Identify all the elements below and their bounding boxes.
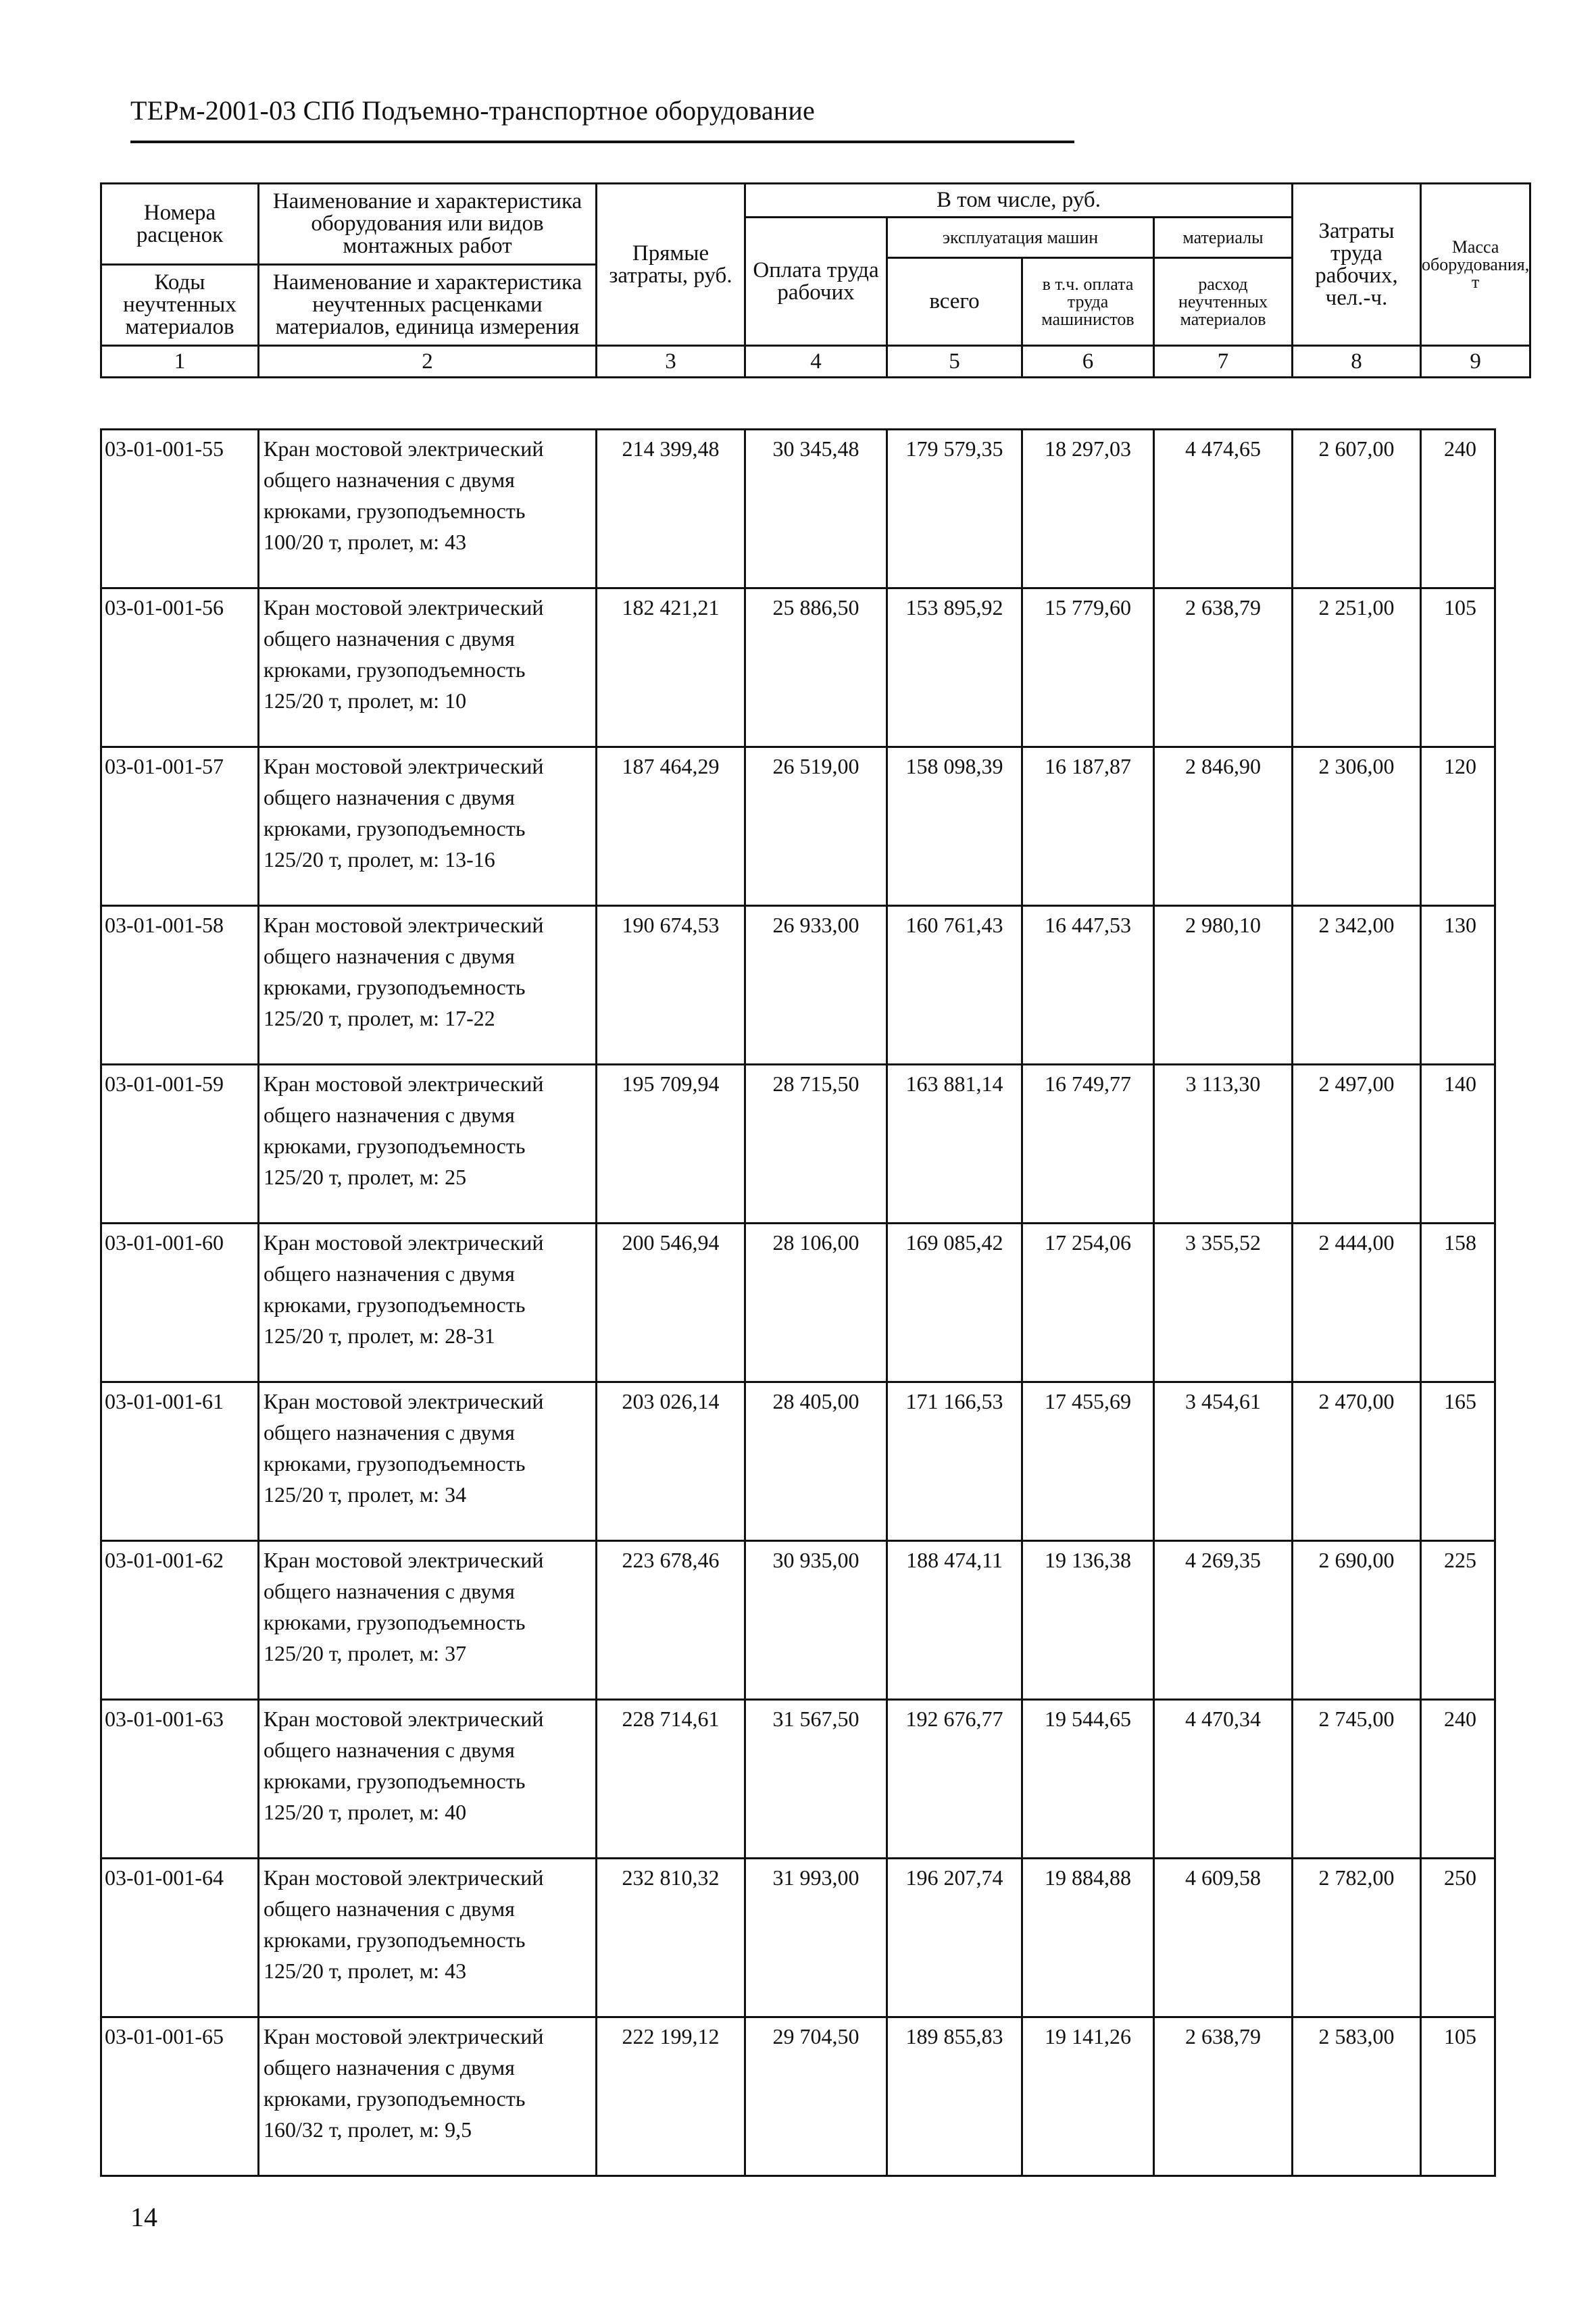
operators-pay: 19 884,88 [1022, 1859, 1154, 2017]
labor-pay: 28 405,00 [745, 1382, 887, 1541]
operators-pay: 16 447,53 [1022, 906, 1154, 1065]
description-line: крюками, грузоподъемность [264, 816, 526, 840]
description-line: крюками, грузоподъемность [264, 2086, 526, 2111]
column-number: 1 [101, 346, 259, 378]
header-labor-pay: Оплата труда рабочих [745, 218, 887, 346]
rate-code: 03-01-001-62 [101, 1541, 259, 1700]
description-line: Кран мостовой электрический [264, 1230, 544, 1255]
description-line: крюками, грузоподъемность [264, 975, 526, 999]
table-row [101, 1541, 1495, 1700]
work-description [259, 430, 597, 588]
column-number: 6 [1022, 346, 1154, 378]
machines-total: 171 166,53 [887, 1382, 1022, 1541]
materials-cost: 2 638,79 [1154, 588, 1293, 747]
table-row [101, 1859, 1495, 2017]
labor-hours: 2 497,00 [1293, 1065, 1421, 1224]
description-line: 125/20 т, пролет, м: 13-16 [264, 847, 495, 872]
description-line: крюками, грузоподъемность [264, 1292, 526, 1317]
machines-total: 189 855,83 [887, 2017, 1022, 2176]
operators-pay: 16 187,87 [1022, 747, 1154, 906]
labor-pay: 26 933,00 [745, 906, 887, 1065]
description-line: общего назначения с двумя [264, 1896, 515, 1921]
rate-code: 03-01-001-63 [101, 1700, 259, 1859]
machines-total: 179 579,35 [887, 430, 1022, 588]
table-row [101, 1065, 1495, 1224]
operators-pay: 17 455,69 [1022, 1382, 1154, 1541]
rate-code: 03-01-001-58 [101, 906, 259, 1065]
running-head: ТЕРм-2001-03 СПб Подъемно-транспортное оборудование [130, 95, 815, 126]
operators-pay: 19 544,65 [1022, 1700, 1154, 1859]
materials-cost: 4 474,65 [1154, 430, 1293, 588]
column-number: 5 [887, 346, 1022, 378]
description-line: общего назначения с двумя [264, 1738, 515, 1762]
table-row [101, 2017, 1495, 2176]
header-equipment-mass: Масса оборудования, т [1421, 184, 1530, 346]
direct-costs: 203 026,14 [597, 1382, 745, 1541]
direct-costs: 190 674,53 [597, 906, 745, 1065]
machines-total: 188 474,11 [887, 1541, 1022, 1700]
description-line: крюками, грузоподъемность [264, 1769, 526, 1793]
description-line: 160/32 т, пролет, м: 9,5 [264, 2117, 472, 2142]
description-line: 125/20 т, пролет, м: 25 [264, 1165, 467, 1189]
rate-code: 03-01-001-65 [101, 2017, 259, 2176]
work-description [259, 1541, 597, 1700]
description-line: общего назначения с двумя [264, 785, 515, 809]
rates-table [100, 428, 1496, 2177]
description-line: общего назначения с двумя [264, 1579, 515, 1603]
description-line: 125/20 т, пролет, м: 28-31 [264, 1324, 495, 1348]
direct-costs: 232 810,32 [597, 1859, 745, 2017]
labor-hours: 2 782,00 [1293, 1859, 1421, 2017]
direct-costs: 214 399,48 [597, 430, 745, 588]
description-line: крюками, грузоподъемность [264, 499, 526, 523]
description-line: Кран мостовой электрический [264, 1548, 544, 1572]
description-line: крюками, грузоподъемность [264, 657, 526, 682]
description-line: Кран мостовой электрический [264, 1072, 544, 1096]
rate-code: 03-01-001-57 [101, 747, 259, 906]
description-line: Кран мостовой электрический [264, 2024, 544, 2048]
header-rule [130, 141, 1074, 143]
direct-costs: 195 709,94 [597, 1065, 745, 1224]
header-labor-hours: Затраты труда рабочих, чел.-ч. [1293, 184, 1421, 346]
labor-pay: 29 704,50 [745, 2017, 887, 2176]
description-line: крюками, грузоподъемность [264, 1451, 526, 1476]
description-line: 125/20 т, пролет, м: 17-22 [264, 1006, 495, 1030]
materials-cost: 3 113,30 [1154, 1065, 1293, 1224]
materials-cost: 2 846,90 [1154, 747, 1293, 906]
table-row [101, 906, 1495, 1065]
operators-pay: 19 141,26 [1022, 2017, 1154, 2176]
labor-pay: 26 519,00 [745, 747, 887, 906]
labor-pay: 30 345,48 [745, 430, 887, 588]
description-line: Кран мостовой электрический [264, 1707, 544, 1731]
operators-pay: 17 254,06 [1022, 1224, 1154, 1382]
header-materials: материалы [1154, 218, 1293, 258]
description-line: общего назначения с двумя [264, 1420, 515, 1444]
labor-hours: 2 444,00 [1293, 1224, 1421, 1382]
description-line: общего назначения с двумя [264, 468, 515, 492]
table-row [101, 588, 1495, 747]
work-description [259, 1700, 597, 1859]
table-header [100, 182, 1531, 378]
machines-total: 196 207,74 [887, 1859, 1022, 2017]
column-number: 8 [1293, 346, 1421, 378]
equipment-mass: 240 [1421, 1700, 1495, 1859]
labor-hours: 2 583,00 [1293, 2017, 1421, 2176]
labor-hours: 2 251,00 [1293, 588, 1421, 747]
equipment-mass: 130 [1421, 906, 1495, 1065]
description-line: 100/20 т, пролет, м: 43 [264, 530, 467, 554]
machines-total: 192 676,77 [887, 1700, 1022, 1859]
work-description [259, 1382, 597, 1541]
column-number: 9 [1421, 346, 1530, 378]
description-line: крюками, грузоподъемность [264, 1610, 526, 1634]
direct-costs: 200 546,94 [597, 1224, 745, 1382]
direct-costs: 228 714,61 [597, 1700, 745, 1859]
column-number: 4 [745, 346, 887, 378]
description-line: общего назначения с двумя [264, 626, 515, 651]
table-row [101, 747, 1495, 906]
table-row [101, 430, 1495, 588]
labor-pay: 31 993,00 [745, 1859, 887, 2017]
machines-total: 169 085,42 [887, 1224, 1022, 1382]
equipment-mass: 140 [1421, 1065, 1495, 1224]
machines-total: 158 098,39 [887, 747, 1022, 906]
materials-cost: 4 269,35 [1154, 1541, 1293, 1700]
header-material-codes: Коды неучтенных материалов [101, 265, 259, 346]
description-line: общего назначения с двумя [264, 944, 515, 968]
materials-cost: 3 355,52 [1154, 1224, 1293, 1382]
rate-code: 03-01-001-56 [101, 588, 259, 747]
work-description [259, 906, 597, 1065]
header-material-name: Наименование и характеристика неучтенных расценками материалов, единица измерения [259, 265, 597, 346]
description-line: общего назначения с двумя [264, 1261, 515, 1286]
description-line: 125/20 т, пролет, м: 40 [264, 1800, 467, 1824]
machines-total: 160 761,43 [887, 906, 1022, 1065]
operators-pay: 16 749,77 [1022, 1065, 1154, 1224]
labor-pay: 28 715,50 [745, 1065, 887, 1224]
description-line: Кран мостовой электрический [264, 436, 544, 461]
description-line: Кран мостовой электрический [264, 913, 544, 937]
work-description [259, 1859, 597, 2017]
description-line: общего назначения с двумя [264, 1103, 515, 1127]
description-line: 125/20 т, пролет, м: 43 [264, 1959, 467, 1983]
direct-costs: 187 464,29 [597, 747, 745, 906]
header-work-name: Наименование и характеристика оборудования или видов монтажных работ [259, 184, 597, 265]
description-line: 125/20 т, пролет, м: 37 [264, 1641, 467, 1665]
header-unaccounted-materials: расход неучтенных материалов [1154, 258, 1293, 346]
description-line: крюками, грузоподъемность [264, 1928, 526, 1952]
column-number: 2 [259, 346, 597, 378]
equipment-mass: 225 [1421, 1541, 1495, 1700]
work-description [259, 588, 597, 747]
header-machines-total: всего [887, 258, 1022, 346]
description-line: Кран мостовой электрический [264, 1865, 544, 1890]
description-line: Кран мостовой электрический [264, 595, 544, 620]
direct-costs: 182 421,21 [597, 588, 745, 747]
materials-cost: 2 638,79 [1154, 2017, 1293, 2176]
equipment-mass: 250 [1421, 1859, 1495, 2017]
work-description [259, 747, 597, 906]
work-description [259, 1065, 597, 1224]
equipment-mass: 165 [1421, 1382, 1495, 1541]
machines-total: 153 895,92 [887, 588, 1022, 747]
page-number: 14 [130, 2202, 157, 2232]
equipment-mass: 105 [1421, 2017, 1495, 2176]
operators-pay: 19 136,38 [1022, 1541, 1154, 1700]
description-line: 125/20 т, пролет, м: 10 [264, 688, 467, 713]
rate-code: 03-01-001-60 [101, 1224, 259, 1382]
rate-code: 03-01-001-59 [101, 1065, 259, 1224]
header-operators-pay: в т.ч. оплата труда машинистов [1022, 258, 1154, 346]
labor-pay: 30 935,00 [745, 1541, 887, 1700]
column-number: 7 [1154, 346, 1293, 378]
labor-hours: 2 470,00 [1293, 1382, 1421, 1541]
description-line: Кран мостовой электрический [264, 754, 544, 778]
materials-cost: 4 470,34 [1154, 1700, 1293, 1859]
description-line: крюками, грузоподъемность [264, 1134, 526, 1158]
table-row [101, 1224, 1495, 1382]
direct-costs: 223 678,46 [597, 1541, 745, 1700]
work-description [259, 2017, 597, 2176]
header-machine-operation: эксплуатация машин [887, 218, 1154, 258]
header-direct-costs: Прямые затраты, руб. [597, 184, 745, 346]
equipment-mass: 120 [1421, 747, 1495, 906]
labor-hours: 2 306,00 [1293, 747, 1421, 906]
header-including-group: В том числе, руб. [745, 184, 1293, 218]
labor-pay: 25 886,50 [745, 588, 887, 747]
operators-pay: 15 779,60 [1022, 588, 1154, 747]
labor-hours: 2 690,00 [1293, 1541, 1421, 1700]
work-description [259, 1224, 597, 1382]
header-rate-number: Номера расценок [101, 184, 259, 265]
operators-pay: 18 297,03 [1022, 430, 1154, 588]
equipment-mass: 158 [1421, 1224, 1495, 1382]
labor-hours: 2 607,00 [1293, 430, 1421, 588]
direct-costs: 222 199,12 [597, 2017, 745, 2176]
column-number: 3 [597, 346, 745, 378]
equipment-mass: 105 [1421, 588, 1495, 747]
labor-hours: 2 342,00 [1293, 906, 1421, 1065]
rate-code: 03-01-001-55 [101, 430, 259, 588]
table-row [101, 1382, 1495, 1541]
machines-total: 163 881,14 [887, 1065, 1022, 1224]
materials-cost: 4 609,58 [1154, 1859, 1293, 2017]
labor-pay: 31 567,50 [745, 1700, 887, 1859]
labor-hours: 2 745,00 [1293, 1700, 1421, 1859]
materials-cost: 3 454,61 [1154, 1382, 1293, 1541]
equipment-mass: 240 [1421, 430, 1495, 588]
materials-cost: 2 980,10 [1154, 906, 1293, 1065]
table-row [101, 1700, 1495, 1859]
rate-code: 03-01-001-61 [101, 1382, 259, 1541]
description-line: Кран мостовой электрический [264, 1389, 544, 1413]
rate-code: 03-01-001-64 [101, 1859, 259, 2017]
description-line: общего назначения с двумя [264, 2055, 515, 2080]
labor-pay: 28 106,00 [745, 1224, 887, 1382]
description-line: 125/20 т, пролет, м: 34 [264, 1482, 467, 1507]
